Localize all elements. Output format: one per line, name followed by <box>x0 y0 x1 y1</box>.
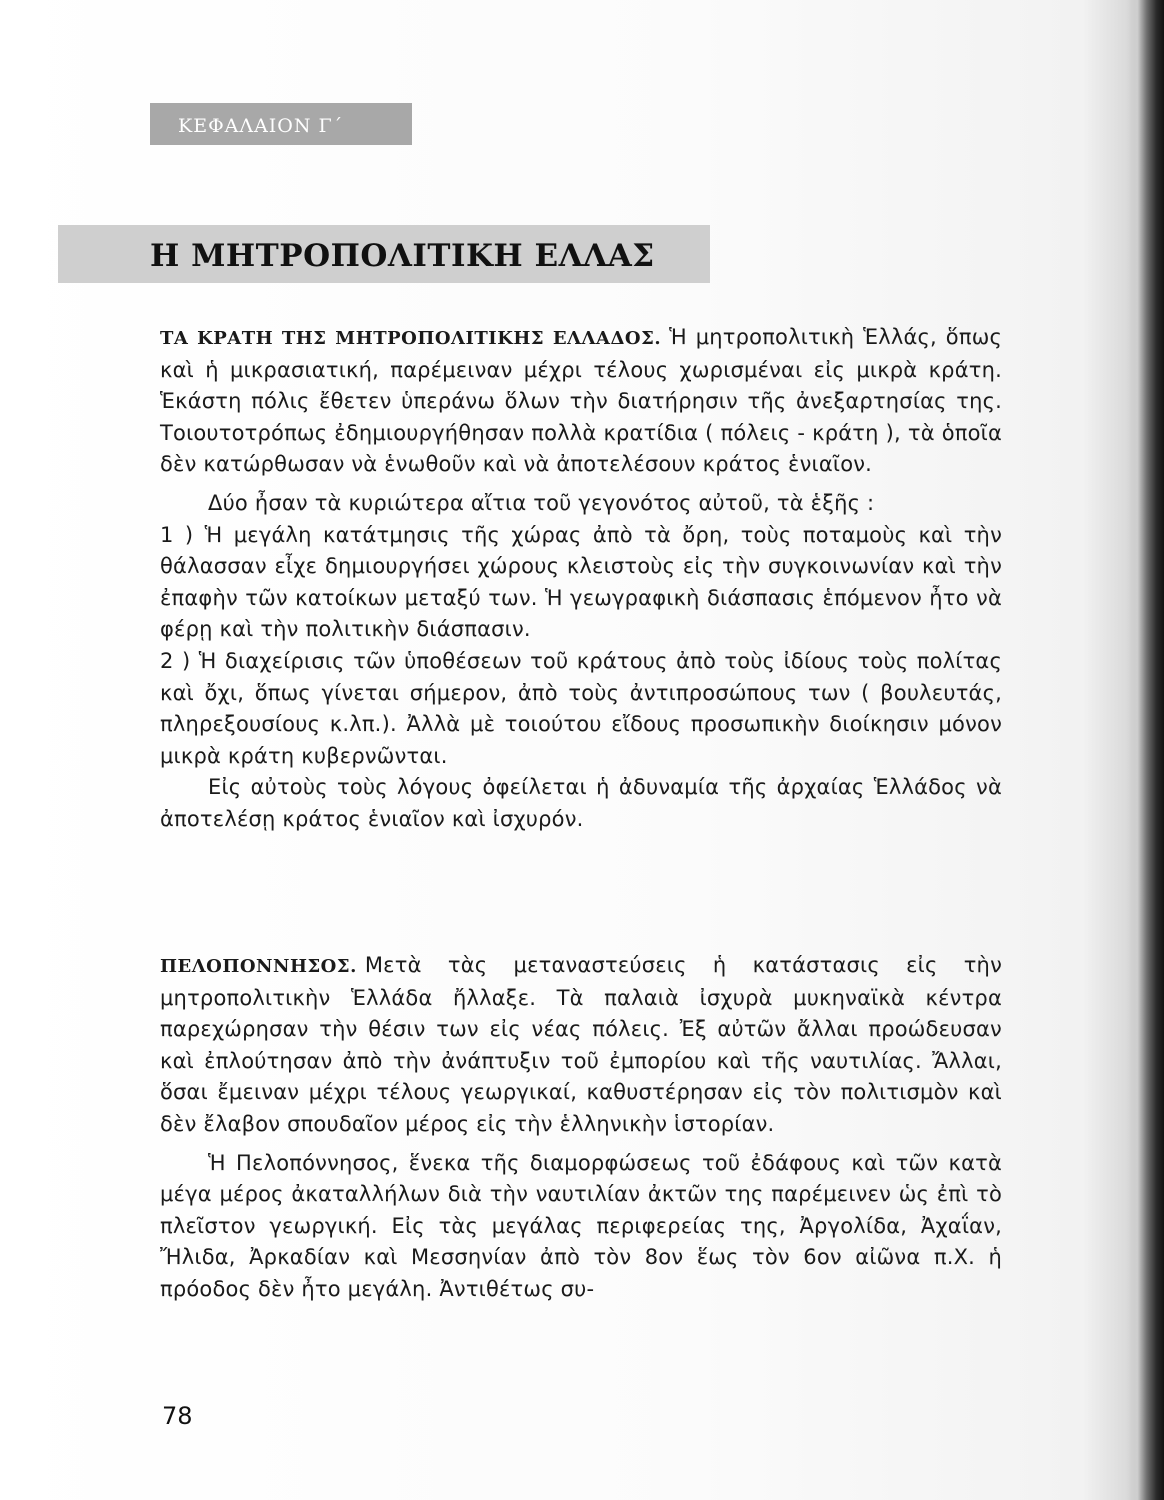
paragraph: Ἡ Πελοπόννησος, ἕνεκα τῆς διαμορφώσεως τοῦ ἐδάφους καὶ τῶν κατὰ μέγα μέρος ἀκαταλλήλων διὰ τὴν ναυτιλίαν ἀκτῶν της παρέμεινεν ὡς ἐπὶ τὸ πλεῖστον γεωργική. Εἰς τὰς μεγάλας περιφερείας της, Ἀργολίδα, Ἀχαΐαν, Ἤλιδα, Ἀρκαδίαν καὶ Μεσσηνίαν ἀπὸ τὸν 8ον ἕως τὸν 6ον αἰῶνα π.Χ. ἡ πρόοδος δὲν ἦτο μεγάλη. Ἀντιθέτως συ- <box>160 1150 1002 1301</box>
book-spine-shadow <box>1126 0 1164 1500</box>
paragraph-text: Ἡ μητροπολιτικὴ Ἑλλάς, ὅπως καὶ ἡ μικρασιατική, παρέμειναν μέχρι τέλους χωρισμέναι εἰς μικρὰ κράτη. Ἑκάστη πόλις ἔθετεν ὑπεράνω ὅλων τὴν διατήρησιν τῆς ἀνεξαρτησίας της. Τοιουτοτρόπως ἐδημιουργήθησαν πολλὰ κρατίδια ( πόλεις - κράτη ), τὰ ὁποῖα δὲν κατώρθωσαν νὰ ἑνωθοῦν καὶ νὰ ἀποτελέσουν κράτος ἑνιαῖον. <box>160 325 1002 477</box>
chapter-label: ΚΕΦΑΛΑΙΟΝ Γ΄ <box>150 103 412 145</box>
paragraph: 1 ) Ἡ μεγάλη κατάτμησις τῆς χώρας ἀπὸ τὰ ὄρη, τοὺς ποταμοὺς καὶ τὴν θάλασσαν εἶχε δημιουργήσει χώρους κλειστοὺς εἰς τὴν συγκοινωνίαν καὶ τὴν ἐπαφὴν τῶν κατοίκων μεταξύ των. Ἡ γεωγραφικὴ διάσπασις ἑπόμενον ἦτο νὰ φέρῃ καὶ τὴν πολιτικὴν διάσπασιν. <box>160 522 1002 642</box>
paragraph-text: Μετὰ τὰς μεταναστεύσεις ἡ κατάστασις εἰς τὴν μητροπολιτικὴν Ἑλλάδα ἤλλαξε. Τὰ παλαιὰ ἰσχυρὰ μυκηναϊκὰ κέντρα παρεχώρησαν τὴν θέσιν των εἰς νέας πόλεις. Ἐξ αὐτῶν ἄλλαι προώδευσαν καὶ ἐπλούτησαν ἀπὸ τὴν ἀνάπτυξιν τοῦ ἐμπορίου καὶ τῆς ναυτιλίας. Ἄλλαι, ὅσαι ἔμειναν μέχρι τέλους γεωργικαί, καθυστέρησαν εἰς τὸν πολιτισμὸν καὶ δὲν ἔλαβον σπουδαῖον μέρος εἰς τὴν ἑλληνικὴν ἱστορίαν. <box>160 953 1002 1136</box>
section-peloponnese <box>160 950 1002 1306</box>
page-number: 78 <box>162 1402 193 1430</box>
paragraph <box>160 322 1002 481</box>
paragraph: Δύο ἦσαν τὰ κυριώτερα αἴτια τοῦ γεγονότος αὐτοῦ, τὰ ἑξῆς : <box>208 490 875 515</box>
section-states <box>160 322 1002 836</box>
paragraph <box>160 950 1002 1141</box>
paragraph: Εἰς αὐτοὺς τοὺς λόγους ὀφείλεται ἡ ἀδυναμία τῆς ἀρχαίας Ἑλλάδος νὰ ἀποτελέσῃ κράτος ἑνιαῖον καὶ ἰσχυρόν. <box>160 775 1002 831</box>
paragraph: 2 ) Ἡ διαχείρισις τῶν ὑποθέσεων τοῦ κράτους ἀπὸ τοὺς ἰδίους τοὺς πολίτας καὶ ὄχι, ὅπως γίνεται σήμερον, ἀπὸ τοὺς ἀντιπροσώπους των ( βουλευτάς, πληρεξουσίους κ.λπ.). Ἀλλὰ μὲ τοιούτου εἴδους προσωπικὴν διοίκησιν μόνον μικρὰ κράτη κυβερνῶνται. <box>160 648 1002 768</box>
section-heading: ΤΑ ΚΡΑΤΗ ΤΗΣ ΜΗΤΡΟΠΟΛΙΤΙΚΗΣ ΕΛΛΑΔΟΣ. <box>160 328 662 349</box>
chapter-title: Η ΜΗΤΡΟΠΟΛΙΤΙΚΗ ΕΛΛΑΣ <box>150 238 655 274</box>
section-heading: ΠΕΛΟΠΟΝΝΗΣΟΣ. <box>160 956 357 977</box>
